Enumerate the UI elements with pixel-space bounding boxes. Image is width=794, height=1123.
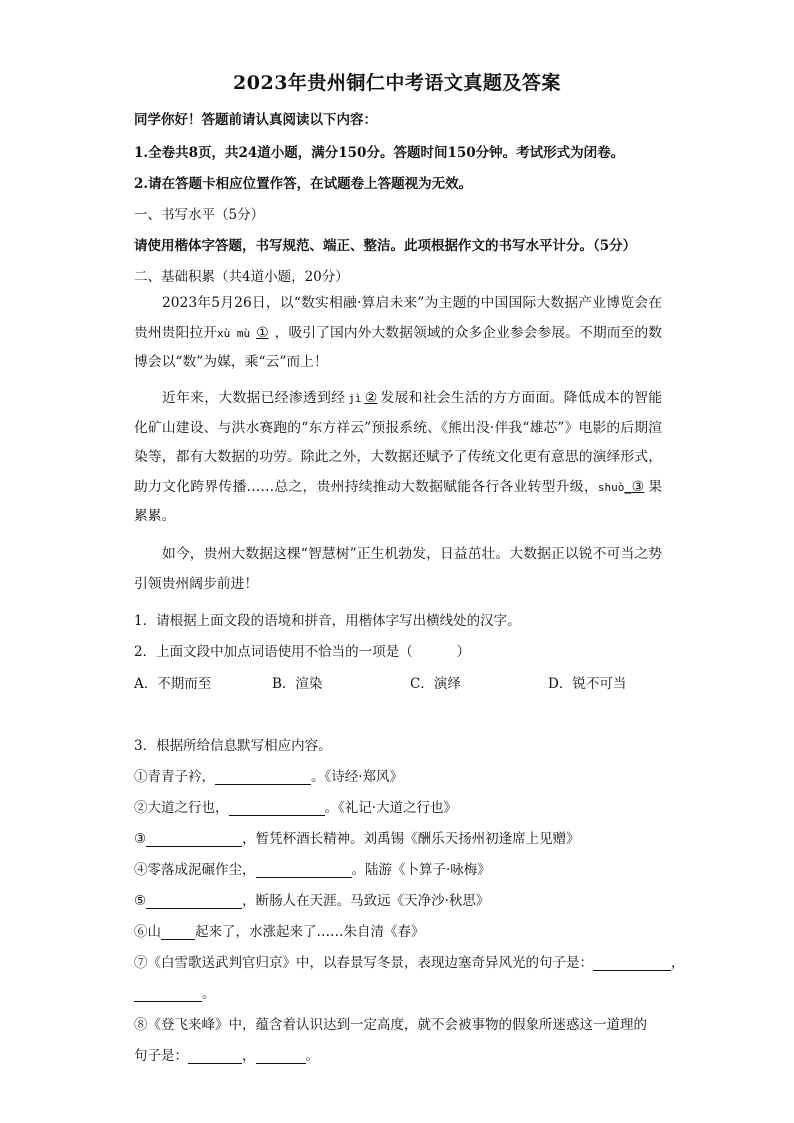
answer-blank[interactable] [188, 1047, 242, 1064]
option-d[interactable]: D．锐不可当 [548, 676, 627, 692]
passage-paragraph-3: 如今，贵州大数据这棵“智慧树”正生机勃发，日益茁壮。大数据正以锐不可当之势引领贵州阔步前进！ [134, 546, 662, 592]
question-2-stem: 2．上面文段中加点词语使用不恰当的一项是（ [134, 644, 413, 660]
pinyin-2: jì [348, 392, 362, 405]
section1-heading: 一、书写水平（5分） [134, 207, 265, 223]
item-text: 。《礼记·大道之行也》 [324, 800, 458, 816]
passage-text: 2023年5月26日，以“数实相融·算启未来”为主题的中国国际大数据产业博览会在贵州贵阳拉开 [134, 295, 662, 341]
recitation-item-6 [134, 920, 664, 940]
item-text: 起来了，水涨起来了……朱自清《春》 [195, 924, 425, 940]
item-text: 句子是： [134, 1048, 188, 1064]
question-2 [134, 640, 664, 660]
blank-3[interactable]: ③ [631, 478, 645, 495]
pinyin-3: shuò [597, 480, 625, 494]
item-text: 。陆游《卜算子·咏梅》 [351, 862, 491, 878]
option-c[interactable]: C．演绎 [410, 676, 461, 692]
answer-blank[interactable] [229, 799, 325, 816]
item-text: ⑥山 [134, 924, 161, 940]
question-1: 1．请根据上面文段的语境和拼音，用楷体字写出横线处的汉字。 [134, 613, 521, 629]
answer-blank[interactable] [256, 861, 352, 878]
item-text: ⑤ [134, 893, 147, 909]
option-a[interactable]: A．不期而至 [134, 676, 212, 692]
recitation-item-5 [134, 889, 664, 909]
recitation-item-7-cont [134, 982, 664, 1002]
question-3: 3．根据所给信息默写相应内容。 [134, 738, 332, 754]
item-text: ④零落成泥碾作尘， [134, 862, 256, 878]
question-2-close: ） [456, 644, 471, 660]
item-text: 。 [305, 1048, 319, 1064]
passage-text: 果累累。 [134, 478, 662, 524]
blank-2[interactable]: ② [364, 390, 378, 406]
passage-text: 近年来，大数据已经渗透到经 [162, 390, 346, 406]
item-text: ，断肠人在天涯。马致远《天净沙·秋思》 [242, 893, 490, 909]
recitation-item-7 [134, 951, 685, 971]
recitation-item-1 [134, 765, 664, 785]
item-text: 。《诗经·郑风》 [311, 769, 404, 785]
answer-blank[interactable] [256, 1047, 306, 1064]
section2-heading: 二、基础积累（共4道小题，20分） [134, 269, 349, 285]
blank-1[interactable]: ① [256, 324, 269, 341]
answer-blank[interactable] [161, 923, 195, 940]
passage-paragraph-2: 近年来，大数据已经渗透到经 jì ② 发展和社会生活的方方面面。降低成本的智能化矿山建设、与洪水赛跑的“东方祥云”预报系统、《熊出没·伴我“雄芯”》电影的后期渲染等，都有大数据的功劳。除此之外，大数据还赋予了传统文化更有意思的演绎形式，助力文化跨界传播……总之，贵州持续推动大数据赋能各行各业转型升级，shuò_③ 果累累。 [134, 390, 663, 524]
notice-greeting: 同学你好！答题前请认真阅读以下内容： [134, 112, 377, 128]
item-text: ， [242, 1048, 256, 1064]
section1-text: 请使用楷体字答题，书写规范、端正、整洁。此项根据作文的书写水平计分。（5分） [134, 238, 637, 254]
item-text: ②大道之行也， [134, 800, 229, 816]
answer-blank[interactable] [146, 892, 242, 909]
item-text: ③ [134, 831, 147, 847]
recitation-item-3 [134, 827, 664, 847]
recitation-item-8: ⑧《登飞来峰》中，蕴含着认识达到一定高度，就不会被事物的假象所迷惑这一道理的 [134, 1017, 647, 1033]
answer-blank[interactable] [593, 954, 671, 971]
option-b[interactable]: B．渲染 [272, 676, 323, 692]
recitation-item-8-cont [134, 1044, 664, 1064]
pinyin-1: xù mù [217, 326, 251, 340]
notice-rule-1: 1.全卷共8页，共24道小题，满分150分。答题时间150分钟。考试形式为闭卷。 [134, 145, 625, 161]
answer-slot[interactable] [413, 644, 457, 660]
passage-text: 发展和社会生活的方方面面。降低成本的智能化矿山建设、与洪水赛跑的“东方祥云”预报系统、《熊出没·伴我“雄芯”》电影的后期渲染等，都有大数据的功劳。除此之外，大数据还赋予了传统文化更有意思的演绎形式，助力文化跨界传播……总之，贵州持续推动大数据赋能各行各业转型升级， [134, 390, 663, 495]
page-title: 2023年贵州铜仁中考语文真题及答案 [233, 72, 561, 94]
answer-blank[interactable] [215, 768, 311, 785]
item-text: ①青青子衿， [134, 769, 215, 785]
recitation-item-2 [134, 796, 664, 816]
item-text: ，暂凭杯酒长精神。刘禹锡《酬乐天扬州初逢席上见赠》 [242, 831, 580, 847]
answer-blank[interactable] [146, 830, 242, 847]
item-text: ⑦《白雪歌送武判官归京》中，以春景写冬景，表现边塞奇异风光的句子是： [134, 955, 593, 971]
notice-rule-2: 2.请在答题卡相应位置作答，在试题卷上答题视为无效。 [134, 176, 473, 192]
recitation-item-4 [134, 858, 664, 878]
item-text: 。 [202, 986, 216, 1002]
item-text: ， [671, 955, 685, 971]
passage-text: ，吸引了国内外大数据领域的众多企业参会参展。不期而至的数博会以“数”为媒，乘“云”而上！ [134, 324, 662, 370]
passage-paragraph-1 [134, 289, 662, 378]
answer-blank[interactable] [134, 985, 202, 1002]
